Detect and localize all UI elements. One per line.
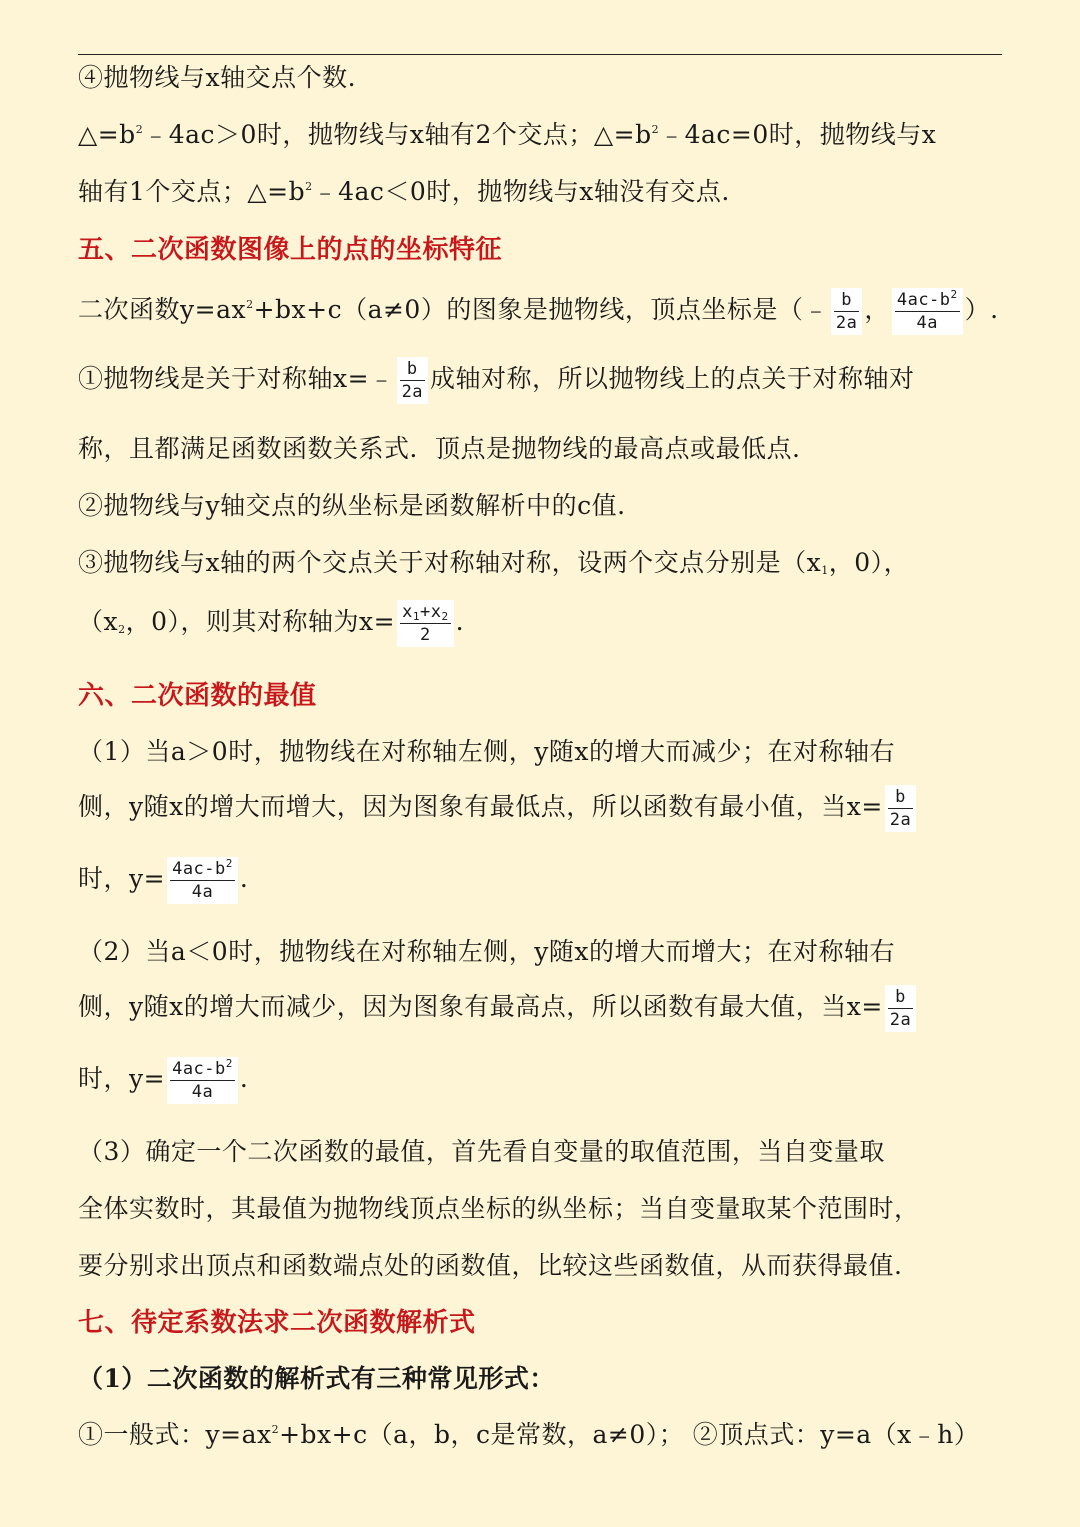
text-line: ④抛物线与x轴交点个数. xyxy=(78,63,357,92)
text-line: （3）确定一个二次函数的最值，首先看自变量的取值范围，当自变量取 xyxy=(78,1137,885,1166)
text-line: （$x_2$，0），则其对称轴为x= $\frac{x_1+x_2}{2}$ . xyxy=(78,602,465,645)
subheading: （1）二次函数的解析式有三种常见形式： xyxy=(78,1364,555,1393)
text-line: 称，且都满足函数函数关系式．顶点是抛物线的最高点或最低点. xyxy=(78,434,801,463)
text-line: 二次函数$y=ax^2+bx+c(a\ne 0)$的图象是抛物线，顶点坐标是（﹣ $\frac{b}{2a}$ ， $\frac{4ac-b^2}{4a}$ ）. xyxy=(78,288,999,333)
fraction-b-over-2a: $\frac{b}{2a}$ xyxy=(397,357,428,404)
text-line: ②抛物线与y轴交点的纵坐标是函数解析中的c值. xyxy=(78,491,626,520)
text-line: $\triangle=b^2﹣4ac>0$时，抛物线与x轴有2个交点；$\triangle=b^2﹣4ac=0$时，抛物线与x xyxy=(78,120,937,149)
text-line: 要分别求出顶点和函数端点处的函数值，比较这些函数值，从而获得最值. xyxy=(78,1251,903,1280)
text-line: ③抛物线与x轴的两个交点关于对称轴对称，设两个交点分别是（$x_1$，0）， xyxy=(78,548,910,577)
text-line: ①一般式：$y=ax^2+bx+c(a$，b，c是常数，a≠0）； ②顶点式：y=a（x﹣h） xyxy=(78,1420,980,1449)
text-line: （1）当a＞0时，抛物线在对称轴左侧，y随x的增大而减少；在对称轴右 xyxy=(78,737,895,766)
text-line: 时，y= $\frac{4ac-b^2}{4a}$ . xyxy=(78,857,249,902)
text-line: ①抛物线是关于对称轴x=﹣ $\frac{b}{2a}$ 成轴对称，所以抛物线上的点关于对称轴对 xyxy=(78,359,915,402)
text-line: （2）当a＜0时，抛物线在对称轴左侧，y随x的增大而增大；在对称轴右 xyxy=(78,937,895,966)
section-heading: 七、待定系数法求二次函数解析式 xyxy=(78,1308,476,1338)
section-heading: 五、二次函数图像上的点的坐标特征 xyxy=(78,235,503,265)
text-line: 轴有1个交点；$\triangle=b^2﹣4ac<0$时，抛物线与x轴没有交点. xyxy=(78,177,730,206)
fraction-b-over-2a: $\frac{b}{2a}$ xyxy=(885,985,916,1032)
fraction-vertex-y: $\frac{4ac-b^2}{4a}$ xyxy=(167,1057,238,1104)
fraction-b-over-2a: $\frac{b}{2a}$ xyxy=(885,785,916,832)
fraction-b-over-2a: $\frac{b}{2a}$ xyxy=(831,288,862,335)
text-line: 全体实数时，其最值为抛物线顶点坐标的纵坐标；当自变量取某个范围时， xyxy=(78,1194,920,1223)
fraction-axis-midpoint: $\frac{x_1+x_2}{2}$ xyxy=(397,600,454,647)
section-heading: 六、二次函数的最值 xyxy=(78,681,317,711)
text-line: 侧，y随x的增大而减少，因为图象有最高点，所以函数有最大值，当x= $\frac{b}{2a}$ xyxy=(78,985,1008,1032)
text-line: 侧，y随x的增大而增大，因为图象有最低点，所以函数有最小值，当x= $\frac{b}{2a}$ xyxy=(78,785,1008,832)
text-line: 时，y= $\frac{4ac-b^2}{4a}$ . xyxy=(78,1057,249,1102)
top-rule xyxy=(78,54,1002,55)
fraction-vertex-y: $\frac{4ac-b^2}{4a}$ xyxy=(892,288,963,335)
fraction-vertex-y: $\frac{4ac-b^2}{4a}$ xyxy=(167,857,238,904)
